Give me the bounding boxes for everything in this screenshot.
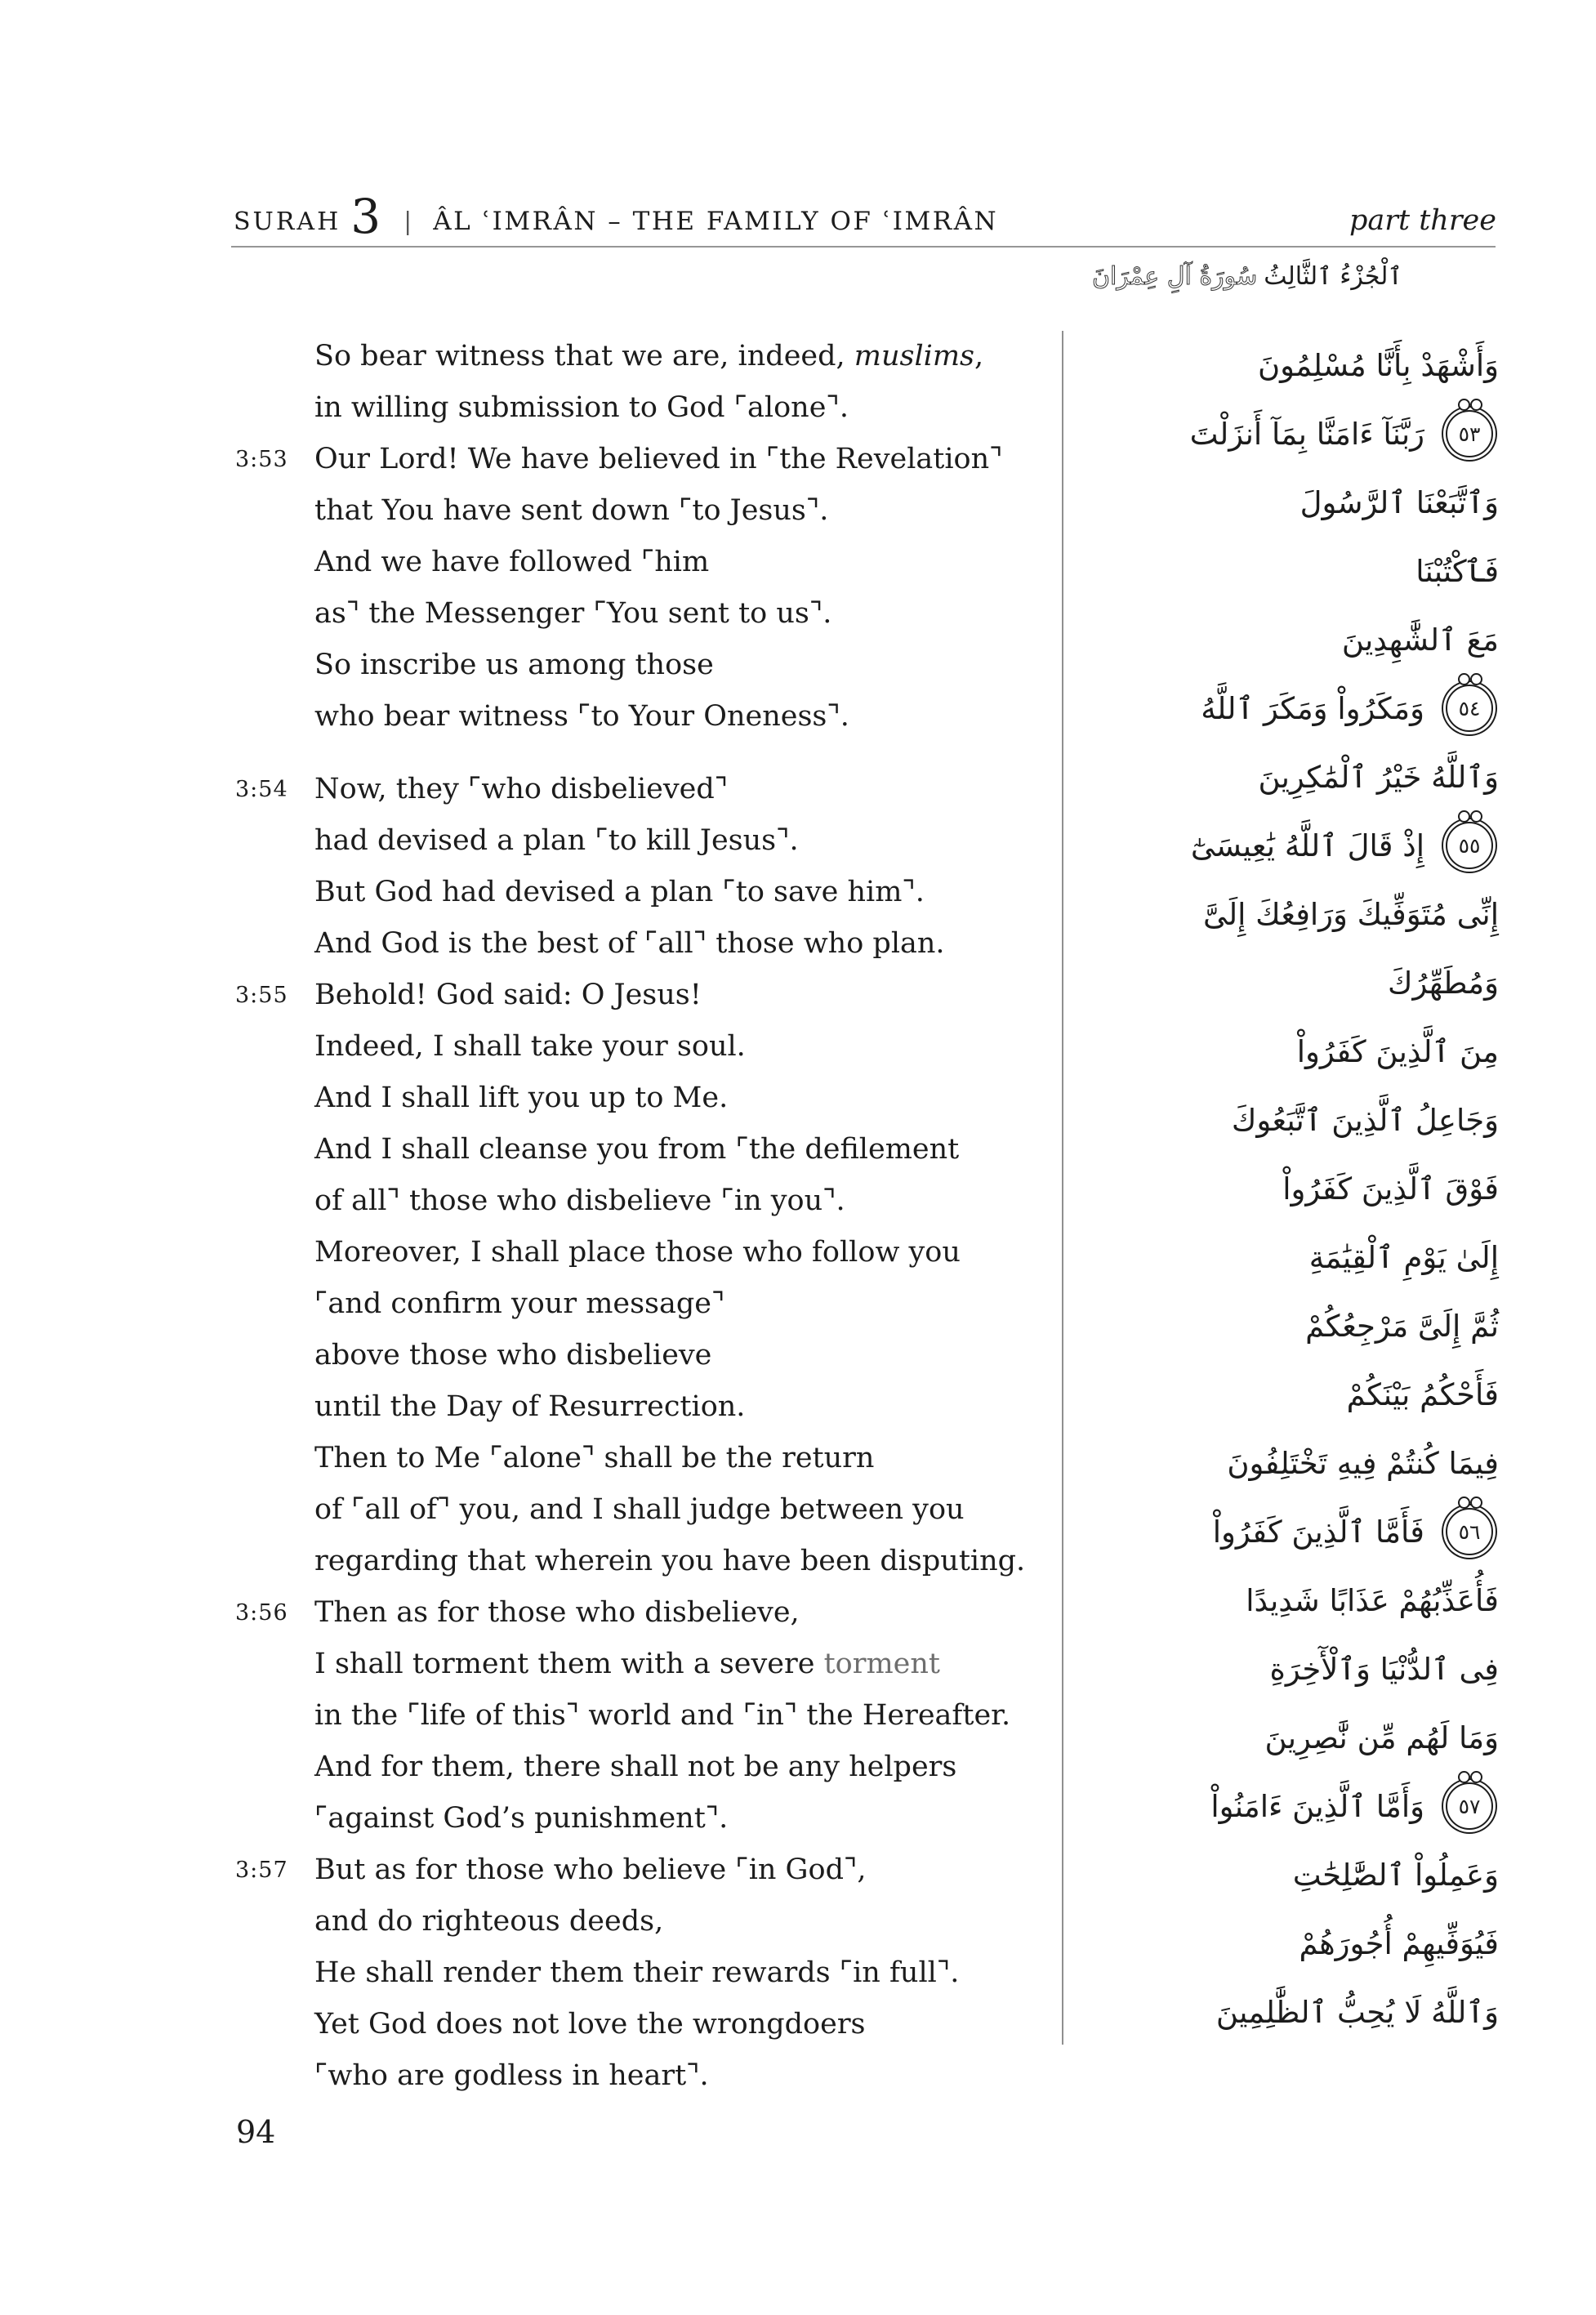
- text-segment: Now, they ⌜who disbelieved⌝: [314, 773, 729, 805]
- translation-line: [314, 1793, 1062, 1844]
- arabic-line: [1077, 1429, 1499, 1497]
- translation-line: [314, 1844, 1062, 1896]
- verse-block: [234, 970, 1062, 1587]
- arabic-line: [1077, 948, 1499, 1017]
- arabic-line: [1077, 880, 1499, 948]
- text-segment: He shall render them their rewards ⌜in full⌝.: [314, 1956, 960, 1989]
- text-segment: I shall torment them with a severe: [314, 1648, 824, 1680]
- text-segment: Indeed, I shall take your soul.: [314, 1030, 746, 1063]
- verse-number-label: 3:53: [235, 447, 288, 472]
- verse-number-arabic: ٥٣: [1458, 422, 1481, 446]
- arabic-verse-text: إِنِّى مُتَوَفِّيكَ وَرَافِعُكَ إِلَىَّ: [1203, 896, 1499, 932]
- translation-line: [314, 867, 1062, 918]
- column-divider: [1062, 331, 1063, 2045]
- page-header: [234, 189, 1496, 244]
- text-segment: And we have followed ⌜him: [314, 546, 710, 578]
- verse-end-medallion: [1446, 685, 1493, 732]
- translation-line: [314, 1587, 1062, 1639]
- arabic-line: [1077, 1978, 1499, 2046]
- arabic-verse-text: فَأَحْكُمُ بَيْنَكُمْ: [1346, 1376, 1499, 1412]
- arabic-line: [1077, 1772, 1499, 1840]
- arabic-line: [1077, 743, 1499, 811]
- translation-line: [314, 1124, 1062, 1175]
- verse-number-label: 3:57: [235, 1858, 288, 1883]
- arabic-line: [1077, 1909, 1499, 1978]
- text-segment: Moreover, I shall place those who follow you: [314, 1236, 961, 1269]
- translation-line: [314, 640, 1062, 691]
- arabic-line: [1077, 1703, 1499, 1772]
- translation-line: [314, 1073, 1062, 1124]
- translation-line: [314, 1484, 1062, 1536]
- text-segment: in willing submission to God ⌜alone⌝.: [314, 391, 849, 424]
- arabic-verse-text: ثُمَّ إِلَىَّ مَرْجِعُكُمْ: [1305, 1308, 1499, 1344]
- translation-line: [314, 1947, 1062, 1999]
- surah-number: 3: [350, 189, 381, 244]
- verse-end-medallion: [1446, 822, 1493, 869]
- text-segment: and do righteous deeds,: [314, 1905, 664, 1938]
- arabic-line: [1077, 1635, 1499, 1703]
- translation-line: [314, 1999, 1062, 2050]
- text-segment: And for them, there shall not be any helpers: [314, 1751, 957, 1783]
- translation-line: [314, 382, 1062, 434]
- content-area: [234, 331, 1499, 2102]
- header-separator: |: [403, 207, 412, 236]
- arabic-line: [1077, 1840, 1499, 1909]
- text-segment: And I shall cleanse you from ⌜the defilement: [314, 1133, 960, 1166]
- arabic-verse-text: فَيُوَفِّيهِمْ أُجُورَهُمْ: [1299, 1925, 1499, 1961]
- verse-end-medallion: [1446, 410, 1493, 457]
- translation-line: [314, 1278, 1062, 1330]
- arabic-line: [1077, 1086, 1499, 1154]
- text-segment: And I shall lift you up to Me.: [314, 1082, 729, 1114]
- arabic-header: [1092, 260, 1402, 294]
- text-segment: had devised a plan ⌜to kill Jesus⌝.: [314, 824, 799, 857]
- english-translation-column: [234, 331, 1062, 2102]
- verse-number-label: 3:55: [235, 983, 288, 1008]
- arabic-line: [1077, 1017, 1499, 1086]
- arabic-verse-text: وَٱللَّهُ خَيْرُ ٱلْمَٰكِرِينَ: [1258, 759, 1499, 795]
- arabic-verse-text: وَٱللَّهُ لَا يُحِبُّ ٱلظَّٰلِمِينَ: [1215, 1994, 1499, 2030]
- text-segment: And God is the best of ⌜all⌝ those who plan.: [314, 927, 945, 960]
- arabic-line: [1077, 605, 1499, 674]
- verse-block: [234, 434, 1062, 743]
- translation-line: [314, 1381, 1062, 1433]
- translation-line: [314, 815, 1062, 867]
- translation-line: [314, 588, 1062, 640]
- verse-block: [234, 331, 1062, 434]
- text-segment: Yet God does not love the wrongdoers: [314, 2008, 866, 2041]
- arabic-text-column: [1077, 331, 1499, 2102]
- verse-number-arabic: ٥٦: [1458, 1519, 1481, 1544]
- translation-line: [314, 691, 1062, 743]
- text-segment: Then as for those who disbelieve,: [314, 1596, 800, 1629]
- text-segment: of all⌝ those who disbelieve ⌜in you⌝.: [314, 1184, 845, 1217]
- arabic-line: [1077, 1223, 1499, 1291]
- surah-title: ÂL ʿIMRÂN – THE FAMILY OF ʿIMRÂN: [433, 207, 999, 236]
- text-segment: So bear witness that we are, indeed,: [314, 340, 854, 372]
- translation-line: [314, 1021, 1062, 1073]
- text-segment: Then to Me ⌜alone⌝ shall be the return: [314, 1442, 875, 1474]
- arabic-line: [1077, 811, 1499, 880]
- arabic-verse-text: وَجَاعِلُ ٱلَّذِينَ ٱتَّبَعُوكَ: [1231, 1102, 1499, 1138]
- translation-line: [314, 1175, 1062, 1227]
- arabic-verse-text: فَوْقَ ٱلَّذِينَ كَفَرُواْ: [1282, 1171, 1499, 1207]
- arabic-line: [1077, 399, 1499, 468]
- verse-number-arabic: ٥٤: [1458, 696, 1481, 720]
- translation-line: [314, 537, 1062, 588]
- text-segment: ⌜who are godless in heart⌝.: [314, 2059, 709, 2092]
- translation-line: [314, 970, 1062, 1021]
- arabic-verse-text: وَمَا لَهُم مِّن نَّٰصِرِينَ: [1264, 1720, 1499, 1755]
- text-segment: But God had devised a plan ⌜to save him⌝.: [314, 876, 925, 908]
- text-segment: in the ⌜life of this⌝ world and ⌜in⌝ the Hereafter.: [314, 1699, 1011, 1732]
- translation-line: [314, 485, 1062, 537]
- translation-line: [314, 1536, 1062, 1587]
- arabic-verse-text: فِيمَا كُنتُمْ فِيهِ تَخْتَلِفُونَ: [1227, 1445, 1499, 1481]
- text-segment: But as for those who believe ⌜in God⌝,: [314, 1853, 867, 1886]
- text-segment: Behold! God said: O Jesus!: [314, 979, 702, 1011]
- surah-word: SURAH: [234, 207, 341, 236]
- arabic-verse-text: فَأَمَّا ٱلَّذِينَ كَفَرُواْ: [1212, 1514, 1424, 1550]
- arabic-verse-text: وَأَمَّا ٱلَّذِينَ ءَامَنُواْ: [1210, 1788, 1424, 1824]
- translation-line: [314, 1896, 1062, 1947]
- translation-line: [314, 1433, 1062, 1484]
- arabic-verse-text: مِنَ ٱلَّذِينَ كَفَرُواْ: [1296, 1033, 1499, 1069]
- text-segment: that You have sent down ⌜to Jesus⌝.: [314, 494, 829, 527]
- text-segment: Our Lord! We have believed in ⌜the Revelation⌝: [314, 443, 1003, 475]
- arabic-line: [1077, 1497, 1499, 1566]
- translation-line: [314, 2050, 1062, 2102]
- arabic-verse-text: وَأَشْهَدْ بِأَنَّا مُسْلِمُونَ: [1257, 347, 1499, 383]
- faded-text-segment: torment: [823, 1648, 940, 1680]
- part-label: part three: [1349, 204, 1496, 237]
- arabic-verse-text: وَٱتَّبَعْنَا ٱلرَّسُولَ: [1300, 484, 1499, 520]
- page-number: 94: [236, 2114, 276, 2150]
- arabic-line: [1077, 674, 1499, 743]
- arabic-verse-text: وَمُطَهِّرُكَ: [1387, 965, 1499, 1001]
- text-segment: until the Day of Resurrection.: [314, 1390, 746, 1423]
- arabic-verse-text: إِلَىٰ يَوْمِ ٱلْقِيَٰمَةِ: [1308, 1239, 1499, 1275]
- translation-line: [314, 1690, 1062, 1742]
- arabic-line: [1077, 1291, 1499, 1360]
- translation-line: [314, 331, 1062, 382]
- verse-block: [234, 1844, 1062, 2102]
- translation-line: [314, 918, 1062, 970]
- translation-line: [314, 1742, 1062, 1793]
- arabic-verse-text: وَمَكَرُواْ وَمَكَرَ ٱللَّهُ: [1201, 690, 1424, 726]
- arabic-line: [1077, 1566, 1499, 1635]
- arabic-line: [1077, 1360, 1499, 1429]
- verse-block: [234, 764, 1062, 970]
- verse-number-label: 3:54: [235, 777, 288, 802]
- arabic-juz-label: ٱلْجُزْءُ ٱلثَّالِثُ: [1264, 262, 1402, 291]
- verse-number-arabic: ٥٧: [1458, 1794, 1481, 1818]
- text-segment: So inscribe us among those: [314, 649, 714, 681]
- arabic-line: [1077, 331, 1499, 399]
- text-segment: as⌝ the Messenger ⌜You sent to us⌝.: [314, 597, 832, 630]
- text-segment: ⌜against God’s punishment⌝.: [314, 1802, 729, 1835]
- italic-text-segment: muslims: [854, 340, 975, 372]
- translation-line: [314, 1330, 1062, 1381]
- header-left-group: [234, 189, 999, 244]
- arabic-line: [1077, 1154, 1499, 1223]
- arabic-line: [1077, 468, 1499, 537]
- text-segment: ,: [974, 340, 984, 372]
- arabic-verse-text: رَبَّنَآ ءَامَنَّا بِمَآ أَنزَلْتَ: [1189, 416, 1424, 452]
- arabic-verse-text: فِى ٱلدُّنْيَا وَٱلْأٓخِرَةِ: [1269, 1651, 1499, 1687]
- arabic-verse-text: وَعَمِلُواْ ٱلصَّٰلِحَٰتِ: [1292, 1857, 1499, 1893]
- verse-number-label: 3:56: [235, 1600, 288, 1626]
- translation-line: [314, 1639, 1062, 1690]
- arabic-verse-text: مَعَ ٱلشَّٰهِدِينَ: [1341, 622, 1499, 658]
- text-segment: who bear witness ⌜to Your Oneness⌝.: [314, 700, 849, 733]
- text-segment: of ⌜all of⌝ you, and I shall judge between you: [314, 1493, 965, 1526]
- verse-number-arabic: ٥٥: [1458, 833, 1481, 858]
- arabic-verse-text: فَٱكْتُبْنَا: [1415, 553, 1499, 589]
- verse-end-medallion: [1446, 1782, 1493, 1830]
- text-segment: above those who disbelieve: [314, 1339, 712, 1372]
- arabic-verse-text: إِذْ قَالَ ٱللَّهُ يَٰعِيسَىٰٓ: [1190, 827, 1424, 863]
- header-rule: [231, 246, 1496, 248]
- arabic-line: [1077, 537, 1499, 605]
- arabic-verse-text: فَأُعَذِّبُهُمْ عَذَابًا شَدِيدًا: [1246, 1582, 1499, 1618]
- translation-line: [314, 764, 1062, 815]
- verse-block: [234, 1587, 1062, 1844]
- text-segment: ⌜and confirm your message⌝: [314, 1287, 725, 1320]
- arabic-surah-name: سُورَةُ آلِ عِمْرَانَ: [1092, 262, 1258, 291]
- translation-line: [314, 1227, 1062, 1278]
- translation-line: [314, 434, 1062, 485]
- text-segment: regarding that wherein you have been disputing.: [314, 1545, 1026, 1577]
- verse-end-medallion: [1446, 1508, 1493, 1555]
